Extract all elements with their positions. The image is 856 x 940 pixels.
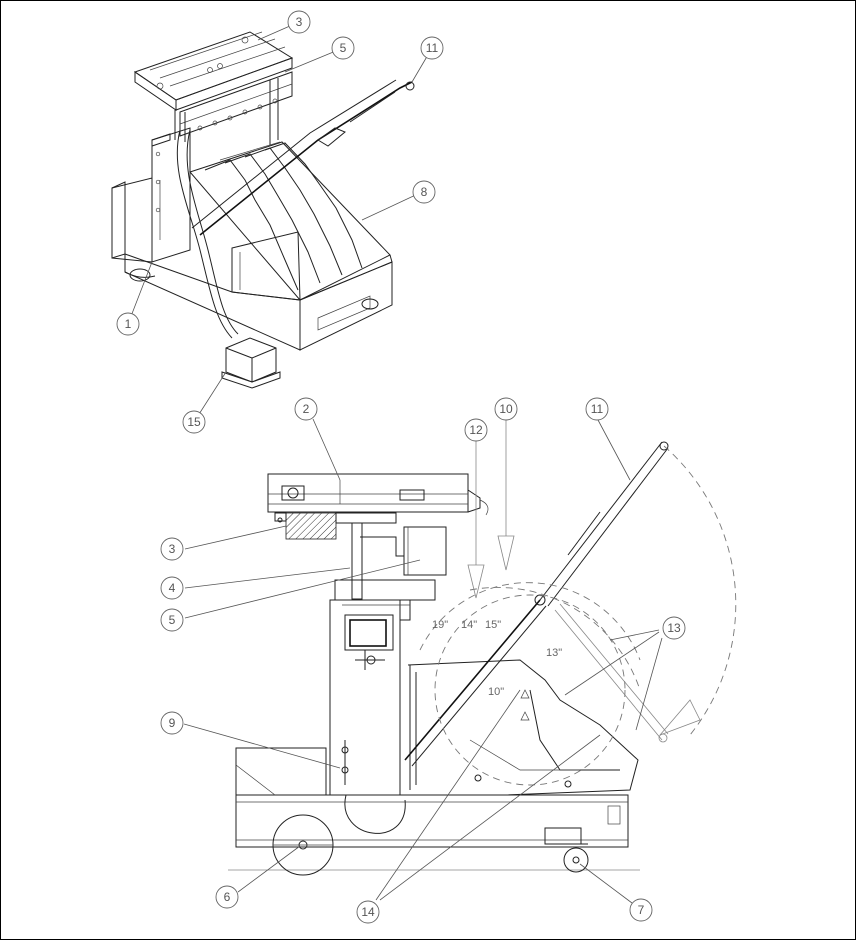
svg-text:5: 5 (339, 41, 347, 55)
callout-side-3 (161, 538, 183, 560)
callout-iso-15 (183, 411, 205, 433)
callout-side-13 (663, 617, 685, 639)
side-tilt-arm-part (405, 442, 700, 766)
cart-base-part (125, 254, 392, 350)
feeder-bank-part (175, 72, 292, 145)
iso-leaders (128, 22, 432, 422)
side-top-plate-part (275, 513, 396, 539)
side-post-part (335, 523, 446, 620)
callout-iso-5 (332, 37, 354, 59)
top-plate-part (135, 32, 292, 110)
isometric-view (112, 32, 414, 388)
callout-side-9 (161, 712, 183, 734)
dim-14: 14" (461, 619, 478, 631)
svg-text:11: 11 (590, 402, 604, 416)
cart-frame-part (112, 128, 190, 262)
svg-text:7: 7 (637, 903, 645, 917)
side-leaders (184, 419, 662, 903)
dim-19: 19" (432, 619, 449, 631)
callout-side-14 (357, 901, 379, 923)
svg-text:14: 14 (361, 905, 375, 919)
svg-text:5: 5 (168, 613, 176, 627)
dim-10: 10" (488, 686, 505, 698)
svg-text:4: 4 (168, 581, 176, 595)
callout-side-11 (586, 398, 608, 420)
callout-iso-3 (288, 11, 310, 33)
callout-iso-11 (421, 37, 443, 59)
callout-side-2 (295, 398, 317, 420)
svg-text:8: 8 (420, 185, 428, 199)
tilt-arm-part (192, 80, 414, 235)
dimension-labels (432, 619, 562, 698)
callout-side-12 (465, 419, 487, 441)
arrow-indicators (468, 420, 514, 598)
svg-text:15: 15 (187, 415, 201, 429)
tray-assembly-part (190, 142, 392, 300)
callout-side-7 (630, 899, 652, 921)
svg-text:2: 2 (302, 402, 310, 416)
side-column-part (330, 600, 410, 795)
callout-side-10 (495, 398, 517, 420)
callout-iso-1 (117, 313, 139, 335)
svg-text:3: 3 (168, 542, 176, 556)
svg-text:6: 6 (223, 890, 231, 904)
head-assembly-part (268, 474, 488, 515)
svg-text:12: 12 (469, 423, 483, 437)
svg-text:10: 10 (499, 402, 513, 416)
svg-text:11: 11 (425, 41, 439, 55)
svg-text:13: 13 (667, 621, 681, 635)
callout-side-5 (161, 609, 183, 631)
svg-text:3: 3 (295, 15, 303, 29)
callout-iso-8 (413, 181, 435, 203)
svg-text:9: 9 (168, 716, 176, 730)
dim-15: 15" (485, 619, 502, 631)
callout-side-6 (216, 886, 238, 908)
dim-13: 13" (546, 647, 563, 659)
side-tray-part (408, 660, 638, 795)
svg-text:1: 1 (124, 317, 132, 331)
wheel-front-part (273, 815, 333, 875)
callout-side-4 (161, 577, 183, 599)
swing-arcs (420, 446, 736, 785)
side-base-part (228, 748, 640, 870)
